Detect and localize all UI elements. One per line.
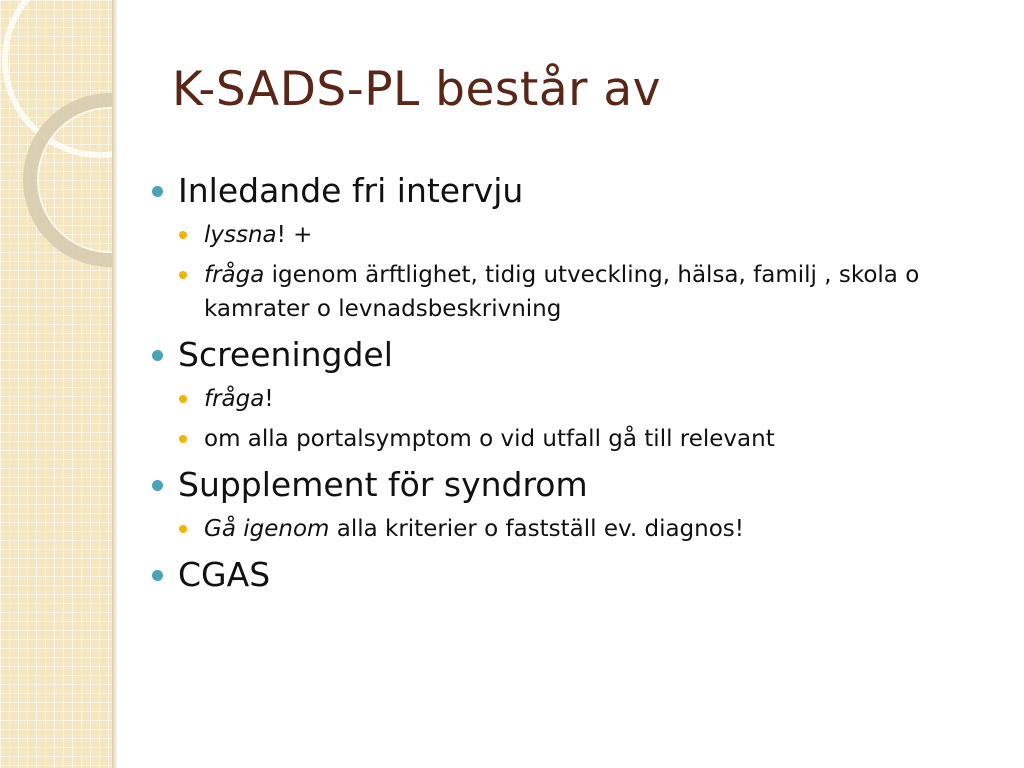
- sub-bullet-portalsymptom: [176, 422, 1010, 456]
- sub-bullet-ga-igenom: [176, 512, 1010, 546]
- bullet-cgas: CGAS: [150, 554, 1010, 596]
- sub-bullet-fraga-igenom: [176, 258, 1010, 326]
- sub-bullet-text: alla kriterier o fastställ ev. diagnos!: [329, 516, 745, 542]
- sub-bullet-text: ! +: [276, 222, 313, 248]
- slide-content: [150, 170, 1010, 596]
- sub-bullet-fraga: [176, 382, 1010, 416]
- emphasis-text: fråga: [204, 386, 265, 412]
- bullet-inledande-fri-intervju: Inledande fri intervju: [150, 170, 1010, 212]
- emphasis-text: lyssna: [204, 222, 277, 248]
- sub-bullet-text: !: [264, 386, 274, 412]
- bullet-screeningdel: Screeningdel: [150, 334, 1010, 376]
- sidebar-edge: [112, 0, 118, 768]
- decorative-ring-large: [5, 0, 114, 155]
- emphasis-text: fråga: [204, 262, 265, 288]
- sub-bullet-lyssna: [176, 218, 1010, 252]
- decorative-sidebar: [0, 0, 114, 768]
- decorative-ring-medium: [30, 100, 114, 260]
- slide-title: K-SADS-PL består av: [172, 62, 662, 117]
- emphasis-text: Gå igenom: [204, 516, 330, 542]
- sub-bullet-text: igenom ärftlighet, tidig utveckling, hälsa, familj , skola o kamrater o levnadsbeskrivning: [204, 262, 920, 322]
- decorative-rings: [0, 0, 114, 768]
- bullet-supplement-for-syndrom: Supplement för syndrom: [150, 464, 1010, 506]
- sub-bullet-text: om alla portalsymptom o vid utfall gå till relevant: [204, 426, 775, 452]
